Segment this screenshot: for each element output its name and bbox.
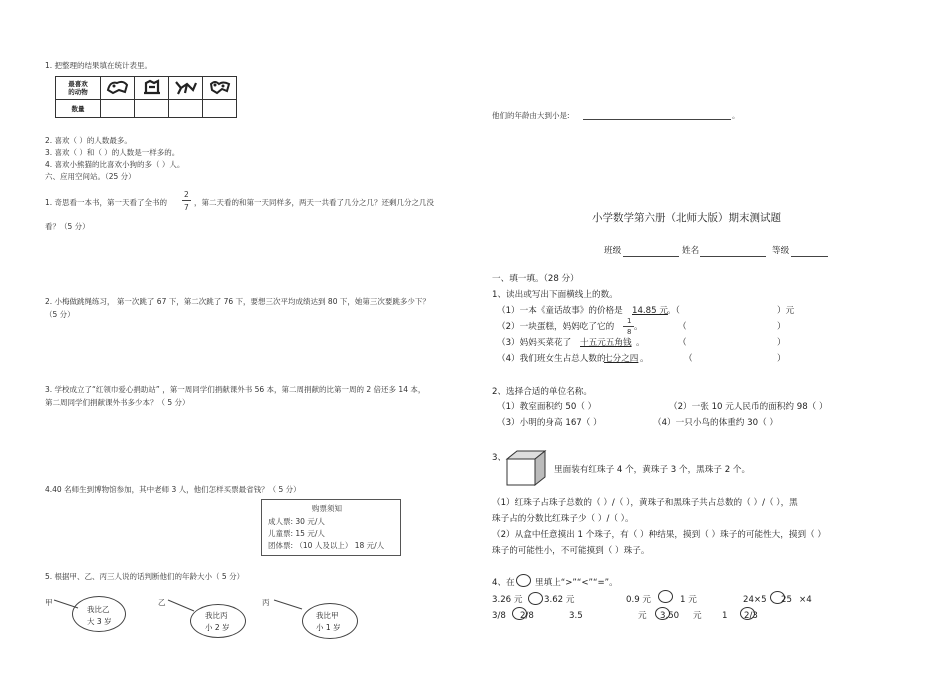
grade-label: 等级 xyxy=(772,246,790,256)
problem-1-text: 1. 奇思看一本书，第一天看了全书的 xyxy=(45,198,168,207)
ticket-adult: 成人票: 30 元/人 xyxy=(268,517,325,526)
ticket-notice-box xyxy=(261,499,401,556)
compare-2-left: 0.9 元 xyxy=(626,595,651,605)
r-q1-2-numerator: 1 xyxy=(627,317,632,325)
age-order-answer-line[interactable] xyxy=(583,119,731,120)
r-q1-1-unit: ）元 xyxy=(777,306,795,316)
animal-icon-2 xyxy=(140,78,164,96)
compare-5-right: 3.50 xyxy=(660,611,680,621)
statistics-table xyxy=(55,76,237,118)
ticket-group: 团体票: （10 人及以上） 18 元/人 xyxy=(268,541,385,550)
r-q1-4: （4）我们班女生占总人数的 xyxy=(497,354,606,364)
r-question-4: 4、在 xyxy=(492,578,515,588)
r-q2-2: （2）一张 10 元人民币的面积约 98（ ） xyxy=(669,402,828,412)
r-q3-1: （1）红珠子占珠子总数的（ ）/（ ），黄珠子和黑珠子共占总数的（ ）/（ ），黑 xyxy=(492,498,798,508)
compare-3-right-a: 25 xyxy=(781,595,792,605)
r-q2-4: （4）一只小鸟的体重约 30（ ） xyxy=(653,418,778,428)
bubble-yi-line2: 小 2 岁 xyxy=(205,623,230,632)
problem-1-fraction-numerator: 2 xyxy=(184,190,189,199)
speech-bubble-yi xyxy=(190,604,246,638)
name-answer-line[interactable] xyxy=(700,256,766,257)
animal-cell-4 xyxy=(203,77,237,100)
problem-1-fraction-denominator: 7 xyxy=(184,203,189,212)
r-q1-4-end: 。 xyxy=(640,354,649,364)
problem-5-text: 5. 根据甲、乙、丙三人说的话判断他们的年龄大小（ 5 分） xyxy=(45,572,245,581)
animal-icon-3 xyxy=(173,78,199,96)
compare-3-right-b: ×4 xyxy=(799,595,812,605)
r-q1-3-paren-open: （ xyxy=(678,338,687,348)
animal-icon-1 xyxy=(105,78,131,96)
r-q1-1-value: 14.85 元 xyxy=(632,306,668,316)
count-cell-3[interactable] xyxy=(169,100,203,118)
person-bing: 丙 xyxy=(262,598,270,607)
r-question-3-number: 3、 xyxy=(492,453,507,463)
person-jia: 甲 xyxy=(45,598,53,607)
compare-6-left: 1 xyxy=(722,611,728,621)
question-2: 2. 喜欢（ ）的人数最多。 xyxy=(45,136,132,145)
animal-icon-4 xyxy=(207,78,233,96)
r-q1-2-paren-open: （ xyxy=(678,322,687,332)
r-q3-1-cont: 珠子占的分数比红珠子少（ ）/（ ）。 xyxy=(492,514,634,524)
r-q1-4-paren-close: ） xyxy=(777,354,786,364)
exam-title: 小学数学第六册（北师大版）期末测试题 xyxy=(592,212,781,224)
r-q1-3-value: 十五元五角钱 xyxy=(580,338,632,348)
problem-1-text-end: 看？（5 分） xyxy=(45,222,90,231)
r-q1-2-denominator: 8 xyxy=(627,328,632,336)
table-header-count: 数量 xyxy=(56,100,101,118)
compare-2-right: 1 元 xyxy=(680,595,697,605)
r-q1-1: （1）一本《童话故事》的价格是 xyxy=(497,306,623,316)
r-question-2: 2、选择合适的单位名称。 xyxy=(492,387,592,397)
r-q1-2-fraction-bar xyxy=(623,326,634,327)
r-q1-3: （3）妈妈买菜花了 xyxy=(497,338,572,348)
name-label: 姓名 xyxy=(682,246,700,256)
bubble-jia-line1: 我比乙 xyxy=(87,605,110,614)
compare-1-right: 3.62 元 xyxy=(544,595,575,605)
compare-5-right-unit: 元 xyxy=(693,611,702,621)
r-q1-2-end: 。 xyxy=(634,322,643,332)
bubble-yi-line1: 我比丙 xyxy=(205,611,228,620)
age-order-end: 。 xyxy=(732,111,740,120)
compare-4-left: 3/8 xyxy=(492,611,506,621)
compare-3-left: 24×5 xyxy=(743,595,767,605)
bubble-bing-line2: 小 1 岁 xyxy=(316,623,341,632)
table-header-animal xyxy=(56,77,101,100)
count-cell-2[interactable] xyxy=(135,100,169,118)
r-q1-3-paren-close: ） xyxy=(777,338,786,348)
compare-6-right: 2/3 xyxy=(744,611,758,621)
class-label: 班级 xyxy=(604,246,622,256)
compare-circle-example xyxy=(516,574,531,587)
compare-5-left-unit: 元 xyxy=(638,611,647,621)
problem-4-text: 4.40 名师生到博物馆参加，其中老师 3 人，他们怎样买票最省钱？（ 5 分） xyxy=(45,485,301,494)
person-yi: 乙 xyxy=(158,598,166,607)
table-header-line1: 最喜欢 xyxy=(68,80,88,88)
problem-1-text-cont: ，第二天看的和第一天同样多，两天一共看了几分之几？还剩几分之几没 xyxy=(194,198,434,207)
compare-4-right: 2/8 xyxy=(520,611,534,621)
question-1: 1. 把整理的结果填在统计表里。 xyxy=(45,61,153,70)
problem-2-text: 2. 小梅做跳绳练习， 第一次跳了 67 下，第二次跳了 76 下，要想三次平均成绩达到 80 下，她第三次要跳多少下？ xyxy=(45,297,430,306)
r-q1-1-paren: 。（ xyxy=(667,306,680,316)
r-q1-2: （2）一块蛋糕，妈妈吃了它的 xyxy=(497,322,615,332)
r-q2-1: （1）教室面积约 50（ ） xyxy=(497,402,597,412)
ticket-notice-title: 购票须知 xyxy=(312,504,342,513)
grade-answer-line[interactable] xyxy=(791,256,828,257)
class-answer-line[interactable] xyxy=(623,256,679,257)
section-1-heading: 一、填一填。（28 分） xyxy=(492,274,579,284)
r-q3-2-cont: 珠子的可能性小，不可能摸到（ ）珠子。 xyxy=(492,546,650,556)
box-icon xyxy=(505,449,547,487)
r-question-1: 1、读出或写出下面横线上的数。 xyxy=(492,290,618,300)
r-q1-4-value: 七分之四 xyxy=(604,354,639,364)
question-3: 3. 喜欢（ ）和（ ）的人数是一样多的。 xyxy=(45,148,180,157)
r-q3-2: （2）从盒中任意摸出 1 个珠子，有（ ）种结果，摸到（ ）珠子的可能性大，摸到（ ） xyxy=(492,530,826,540)
compare-5-left: 3.5 xyxy=(569,611,583,621)
r-question-4-text: 里填上“>”“<”“=”。 xyxy=(535,578,618,588)
section-6-heading: 六、应用空间站。（25 分） xyxy=(45,172,136,181)
animal-cell-3 xyxy=(169,77,203,100)
animal-cell-1 xyxy=(101,77,135,100)
r-q2-3: （3）小明的身高 167（ ） xyxy=(497,418,602,428)
compare-circle-2[interactable] xyxy=(658,590,673,603)
count-cell-4[interactable] xyxy=(203,100,237,118)
fraction-bar xyxy=(182,200,191,201)
bubble-pointer-3 xyxy=(272,598,306,614)
r-q1-4-paren-open: （ xyxy=(684,354,693,364)
ticket-child: 儿童票: 15 元/人 xyxy=(268,529,325,538)
age-order-label: 他们的年龄由大到小是: xyxy=(492,111,570,120)
count-cell-1[interactable] xyxy=(101,100,135,118)
r-q1-3-end: 。 xyxy=(636,338,645,348)
bubble-bing-line1: 我比甲 xyxy=(316,611,339,620)
problem-3-text: 3. 学校成立了“红领巾爱心捐助站” ，第一周同学们捐献课外书 56 本，第二周捐献的比第一周的 2 倍还多 14 本， xyxy=(45,385,426,394)
animal-cell-2 xyxy=(135,77,169,100)
compare-1-left: 3.26 元 xyxy=(492,595,523,605)
question-4: 4. 喜欢小熊猫的比喜欢小狗的多（ ）人。 xyxy=(45,160,185,169)
problem-3-text-cont: 第二周同学们捐献课外书多少本？（ 5 分） xyxy=(45,398,190,407)
speech-bubble-jia xyxy=(72,596,126,632)
compare-circle-1[interactable] xyxy=(528,592,543,605)
table-header-line2: 的动物 xyxy=(68,88,88,96)
speech-bubble-bing xyxy=(302,603,358,639)
r-question-3-text: 里面装有红珠子 4 个，黄珠子 3 个，黑珠子 2 个。 xyxy=(554,465,751,475)
problem-2-points: （5 分） xyxy=(45,310,75,319)
bubble-jia-line2: 大 3 岁 xyxy=(87,617,112,626)
r-q1-2-paren-close: ） xyxy=(777,322,786,332)
